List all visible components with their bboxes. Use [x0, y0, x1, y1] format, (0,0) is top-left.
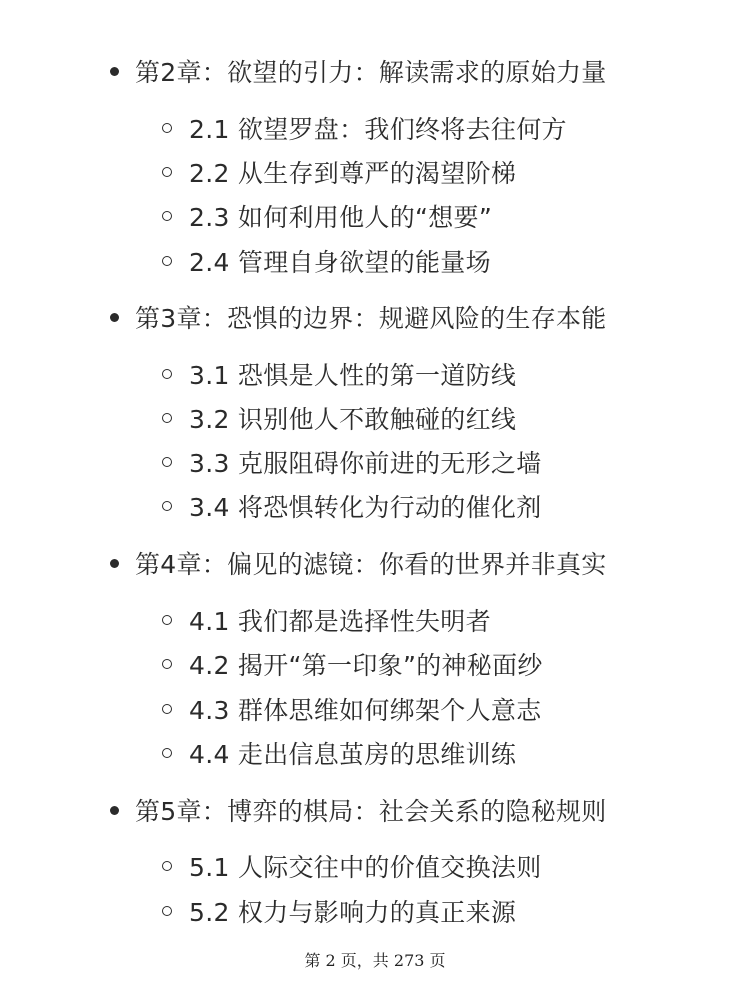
section-item: [162, 398, 516, 438]
section-title: 2.3 如何利用他人的“想要”: [189, 203, 493, 232]
chapter-item: [110, 51, 607, 91]
hollow-bullet-icon: [162, 501, 172, 511]
hollow-bullet-icon: [162, 748, 172, 758]
section-item: [162, 354, 516, 394]
section-title: 2.1 欲望罗盘：我们终将去往何方: [189, 115, 567, 144]
section-item: [162, 196, 492, 236]
chapter-item: [110, 297, 607, 337]
section-item: [162, 241, 491, 281]
section-title: 2.4 管理自身欲望的能量场: [189, 248, 491, 277]
hollow-bullet-icon: [162, 659, 172, 669]
section-item: [162, 600, 491, 640]
hollow-bullet-icon: [162, 906, 172, 916]
hollow-bullet-icon: [162, 457, 172, 467]
section-item: [162, 846, 542, 886]
chapter-title: 第5章：博弈的棋局：社会关系的隐秘规则: [135, 797, 607, 826]
section-item: [162, 689, 542, 729]
filled-bullet-icon: [110, 559, 119, 568]
section-title: 3.2 识别他人不敢触碰的红线: [189, 405, 517, 434]
section-item: [162, 486, 542, 526]
section-title: 3.1 恐惧是人性的第一道防线: [189, 361, 517, 390]
hollow-bullet-icon: [162, 413, 172, 423]
chapter-title: 第4章：偏见的滤镜：你看的世界并非真实: [135, 550, 607, 579]
section-title: 4.1 我们都是选择性失明者: [189, 607, 491, 636]
section-item: [162, 442, 542, 482]
hollow-bullet-icon: [162, 211, 172, 221]
filled-bullet-icon: [110, 67, 119, 76]
filled-bullet-icon: [110, 806, 119, 815]
section-title: 4.4 走出信息茧房的思维训练: [189, 740, 517, 769]
section-title: 2.2 从生存到尊严的渴望阶梯: [189, 159, 517, 188]
hollow-bullet-icon: [162, 256, 172, 266]
section-item: [162, 891, 516, 931]
hollow-bullet-icon: [162, 369, 172, 379]
section-title: 3.4 将恐惧转化为行动的催化剂: [189, 493, 542, 522]
hollow-bullet-icon: [162, 615, 172, 625]
filled-bullet-icon: [110, 313, 119, 322]
hollow-bullet-icon: [162, 167, 172, 177]
section-title: 3.3 克服阻碍你前进的无形之墙: [189, 449, 542, 478]
hollow-bullet-icon: [162, 861, 172, 871]
chapter-title: 第2章：欲望的引力：解读需求的原始力量: [135, 58, 607, 87]
hollow-bullet-icon: [162, 704, 172, 714]
hollow-bullet-icon: [162, 123, 172, 133]
section-title: 5.1 人际交往中的价值交换法则: [189, 853, 542, 882]
section-title: 5.2 权力与影响力的真正来源: [189, 898, 517, 927]
section-title: 4.2 揭开“第一印象”的神秘面纱: [189, 651, 543, 680]
chapter-item: [110, 543, 607, 583]
chapter-item: [110, 790, 607, 830]
chapter-title: 第3章：恐惧的边界：规避风险的生存本能: [135, 304, 607, 333]
section-item: [162, 108, 567, 148]
section-item: [162, 733, 516, 773]
section-title: 4.3 群体思维如何绑架个人意志: [189, 696, 542, 725]
section-item: [162, 152, 516, 192]
page-number-footer: 第 2 页，共 273 页: [304, 951, 446, 970]
section-item: [162, 644, 543, 684]
